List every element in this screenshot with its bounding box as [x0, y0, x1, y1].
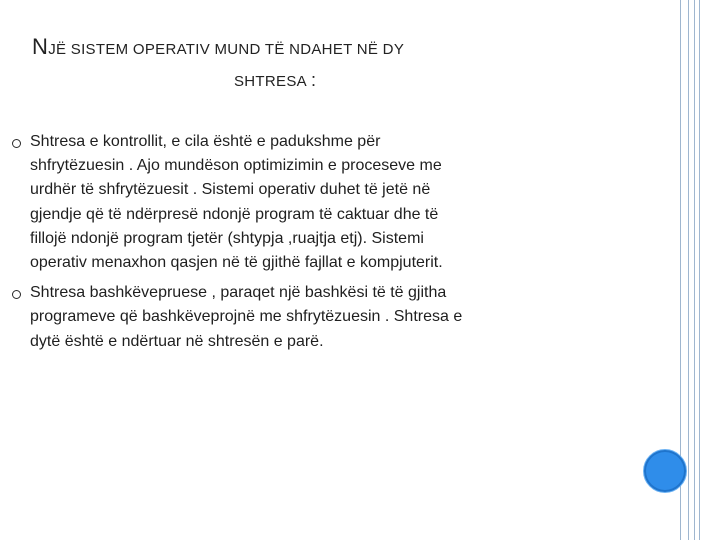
- slide-title-line-1: [32, 34, 404, 60]
- bullet-text: Shtresa bashkëvepruese , paraqet një bashkësi të të gjitha programeve që bashkëveprojnë me shfrytëzuesin . Shtresa e dytë është e ndërtuar në shtresën e parë.: [30, 284, 463, 350]
- title-line-2-text: SHTRESA: [234, 73, 307, 90]
- bullet-item: [12, 281, 612, 354]
- bullet-circle-icon: [12, 139, 21, 148]
- accent-circle-decoration: [643, 449, 687, 493]
- border-line: [699, 0, 700, 540]
- title-line-1-rest: SISTEM OPERATIV MUND TË NDAHET NË DY: [66, 41, 405, 58]
- bullet-list: [12, 130, 612, 360]
- border-line: [688, 0, 689, 540]
- title-colon: :: [310, 70, 317, 90]
- slide-title-line-2: [234, 70, 316, 91]
- title-initial-letter: N: [32, 34, 49, 59]
- decorative-border: [680, 0, 720, 540]
- bullet-text: Shtresa e kontrollit, e cila është e padukshme për shfrytëzuesin . Ajo mundëson optimizimin e proceseve me urdhër të shfrytëzuesit . Sistemi operativ duhet të jetë në gjendje që të ndërpresë ndonjë program të caktuar dhe të fillojë ndonjë program tjetër (shtypja ,ruajtja etj). Sistemi operativ menaxhon qasjen në të gjithë fajllat e kompjuterit.: [30, 133, 443, 272]
- bullet-item: [12, 130, 612, 275]
- bullet-circle-icon: [12, 290, 21, 299]
- title-first-word-rest: JË: [48, 41, 67, 58]
- border-line: [694, 0, 695, 540]
